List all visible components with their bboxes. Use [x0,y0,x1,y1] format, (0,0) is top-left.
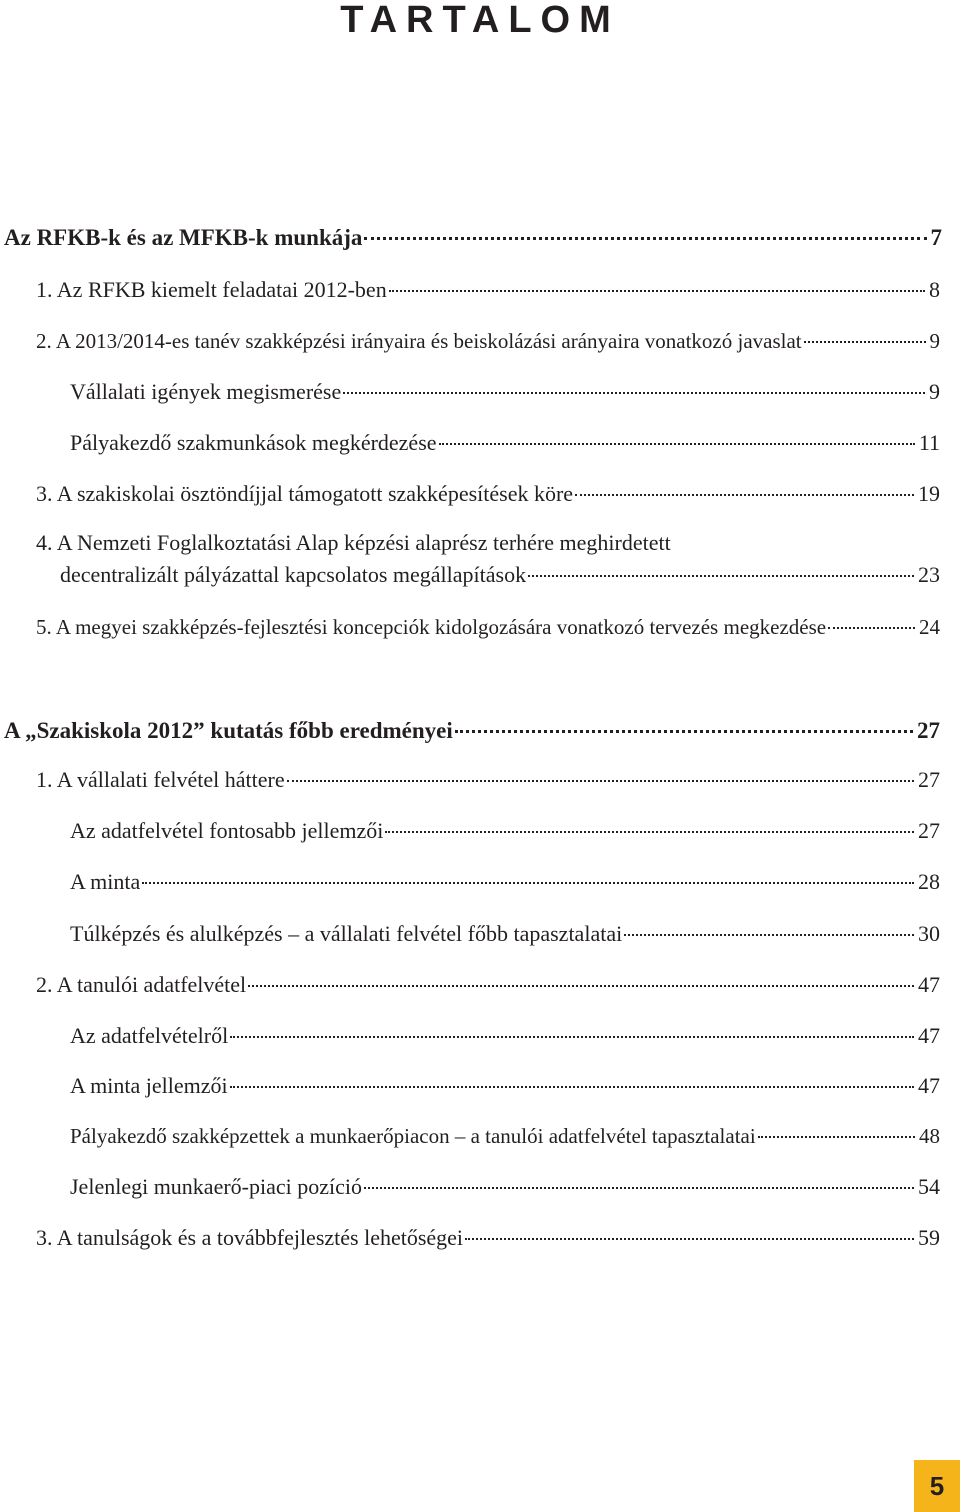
toc-label: A minta [70,869,141,894]
page-number-badge [914,1460,960,1512]
toc-label: 1. Az RFKB kiemelt feladatai 2012-ben [36,277,387,302]
toc-label: Pályakezdő szakképzettek a munkaerőpiacon – a tanulói adatfelvétel tapasztalatai [70,1124,756,1148]
toc-leader [455,730,913,733]
toc-page-number: 9 [929,329,940,353]
toc-leader [624,934,914,936]
toc-label: Az RFKB-k és az MFKB-k munkája [4,225,363,250]
toc-entry[interactable] [70,921,940,947]
toc-page-number: 7 [930,225,942,250]
toc-entry[interactable] [70,1123,940,1149]
toc-leader [528,575,914,577]
toc-entry-text: 4. A Nemzeti Foglalkoztatási Alap képzési alaprész terhére meghirdetett [36,530,671,555]
page-number: 5 [929,1470,945,1501]
toc-label: Jelenlegi munkaerő-piaci pozíció [70,1174,362,1199]
toc-entry[interactable] [70,379,940,405]
toc-entry[interactable] [36,328,940,354]
toc-leader [230,1086,914,1088]
toc-label: 5. A megyei szakképzés-fejlesztési koncepciók kidolgozására vonatkozó tervezés megkezdése [36,615,827,639]
toc-entry[interactable] [70,1174,940,1200]
toc-leader [575,494,914,496]
toc-entry[interactable] [36,614,940,640]
toc-entry[interactable] [70,869,940,895]
toc-leader [248,985,914,987]
toc-label: Pályakezdő szakmunkások megkérdezése [70,430,437,455]
toc-entry[interactable] [36,972,940,998]
toc-page-number: 27 [917,718,940,743]
toc-section-rfkb[interactable] [4,225,942,251]
toc-entry[interactable] [60,562,940,588]
toc-page-number: 27 [918,767,940,792]
toc-page-number: 28 [918,869,940,894]
toc-leader [439,443,915,445]
toc-leader [828,627,915,629]
toc-page-number: 54 [918,1174,940,1199]
toc-entry[interactable] [70,1073,940,1099]
page-title: TARTALOM [340,0,620,41]
toc-label: Túlképzés és alulképzés – a vállalati felvétel főbb tapasztalatai [70,921,623,946]
toc-label: 2. A tanulói adatfelvétel [36,972,247,997]
toc-page-number: 30 [918,921,940,946]
toc-page-number: 47 [918,972,940,997]
toc-label: Vállalati igények megismerése [70,379,342,404]
toc-leader [364,237,926,240]
toc-label: 3. A szakiskolai ösztöndíjjal támogatott szakképesítések köre [36,481,574,506]
toc-page-number: 23 [918,562,940,587]
toc-leader [287,780,914,782]
toc-entry[interactable] [36,481,940,507]
toc-leader [142,882,914,884]
toc-leader [389,290,925,292]
toc-label: 3. A tanulságok és a továbbfejlesztés lehetőségei [36,1225,464,1250]
toc-label: Az adatfelvételről [70,1023,229,1048]
toc-leader [343,392,925,394]
toc-label: A minta jellemzői [70,1073,228,1098]
toc-label: decentralizált pályázattal kapcsolatos megállapítások [60,562,527,587]
toc-page-number: 19 [918,481,940,506]
toc-leader [385,831,914,833]
toc-entry[interactable] [36,277,940,303]
toc-entry[interactable] [70,430,940,456]
toc-label: Az adatfelvétel fontosabb jellemzői [70,818,384,843]
toc-leader [364,1187,914,1189]
toc-page-number: 9 [929,379,940,404]
toc-section-szakiskola[interactable] [4,718,940,744]
toc-entry[interactable] [70,818,940,844]
toc-entry[interactable] [36,767,940,793]
toc-leader [758,1136,915,1138]
toc-page-number: 11 [918,430,940,455]
toc-page-number: 59 [918,1225,940,1250]
toc-leader [804,341,926,343]
toc-page-number: 8 [929,277,940,302]
toc-label: 2. A 2013/2014-es tanév szakképzési irányaira és beiskolázási arányaira vonatkozó javaslat [36,329,802,353]
toc-label: A „Szakiskola 2012” kutatás főbb eredményei [4,718,453,743]
toc-page-number: 47 [918,1023,940,1048]
toc-page-number: 47 [918,1073,940,1098]
toc-entry[interactable] [70,1023,940,1049]
toc-leader [465,1238,914,1240]
toc-label: 1. A vállalati felvétel háttere [36,767,285,792]
toc-page-number: 24 [919,615,940,639]
toc-page-number: 27 [918,818,940,843]
toc-page-number: 48 [919,1124,940,1148]
toc-leader [230,1036,914,1038]
toc-entry[interactable] [36,1225,940,1251]
